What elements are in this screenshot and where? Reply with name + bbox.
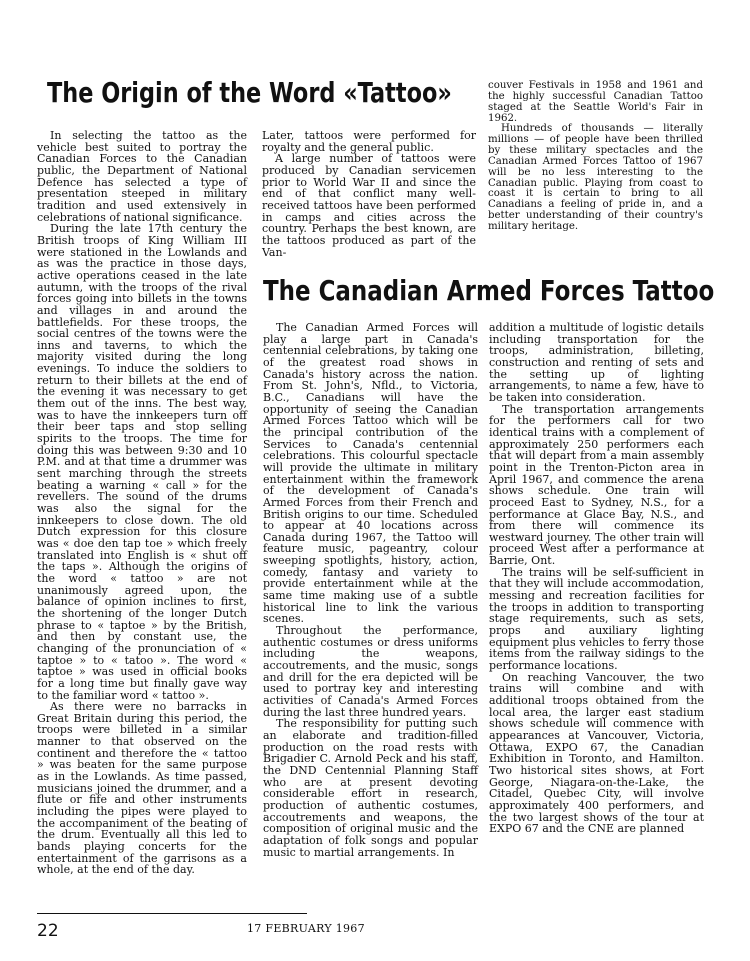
issue-date: 17 FEBRUARY 1967 bbox=[247, 922, 365, 935]
paragraph: During the late 17th century the British troops of King William III were stationed in the Lowlands and as was the practice in those days, active operations ceased in the late autumn, with the troops of the rival forces going into billets in the towns and villages in and around the battlefields. For these troops, the social centres of the towns were the inns and taverns, to which the majority visited during the long evenings. To induce the soldiers to return to their billets at the end of the evening it was necessary to get them out of the inns. The best way, was to have the innkeepers turn off their beer taps and stop selling spirits to the troops. The time for doing this was between 9:30 and 10 P.M. and at that time a drummer was sent marching through the streets beating a warning « call » for the revellers. The sound of the drums was also the signal for the innkeepers to close down. The old Dutch expression for this closure was « doe den tap toe » which freely translated into English is « shut off the taps ». Although the origins of the word « tattoo » are not unanimously agreed upon, the balance of opinion inclines to first, the shortening of the longer Dutch phrase to « taptoe » by the British, and then by constant use, the changing of the pronunciation of « taptoe » to « tatoo ». The word « taptoe » was used in official books for a long time but finally gave way to the familiar word « tattoo ». bbox=[37, 222, 247, 702]
paragraph: Hundreds of thousands — literally millions — of people have been thrilled by these military spectacles and the Canadian Armed Forces Tattoo of 1967 will be no less interesting to the Canadian public. Playing from coast to coast it is certain to bring to all Canadians a feeling of pride in, and a better understanding of their country's military heritage. bbox=[488, 123, 703, 232]
paragraph: The responsibility for putting such an elaborate and tradition-filled production on the road rests with Brigadier C. Arnold Peck and his staff, the DND Centennial Planning Staff who are at present devoting considerable effort in research, production of authentic costumes, accoutrements and weapons, the composition of original music and the adaptation of folk songs and popular music to martial arrangements. In bbox=[263, 717, 478, 859]
article1-column-3 bbox=[488, 81, 703, 233]
page-number: 22 bbox=[37, 921, 59, 941]
article-title-tattoo: The Canadian Armed Forces Tattoo bbox=[263, 274, 715, 307]
paragraph: The transportation arrangements for the performers call for two identical trains with a complement of approximately 250 performers each that will depart from a main assembly point in the Trenton-Picton area in April 1967, and commence the arena shows schedule. One train will proceed East to Sydney, N.S., for a performance at Glace Bay, N.S., and from there will commence its westward journey. The other train will proceed West after a performance at Barrie, Ont. bbox=[489, 402, 704, 568]
paragraph: Later, tattoos were performed for royalty and the general public. bbox=[262, 129, 476, 154]
footer-rule bbox=[37, 913, 307, 914]
article1-column-1 bbox=[37, 130, 247, 876]
paragraph: addition a multitude of logistic details including transportation for the troops, administration, billeting, construction and renting of sets and the setting up of lighting arrangements, to name a few, have to be taken into consideration. bbox=[489, 321, 704, 404]
paragraph: On reaching Vancouver, the two trains will combine and with additional troops obtained from the local area, the larger east stadium shows schedule will commence with appearances at Vancouver, Victoria, Ottawa, EXPO 67, the Canadian Exhibition in Toronto, and Hamilton. Two historical sites shows, at Fort George, Niagara-on-the-Lake, the Citadel, Quebec City, will involve approximately 400 performers, and the two largest shows of the tour at EXPO 67 and the CNE are planned bbox=[489, 670, 704, 836]
paragraph: Throughout the performance, authentic costumes or dress uniforms including the weapons, accoutrements, and the music, songs and drill for the era depicted will be used to portray key and interesting activities of Canada's Armed Forces during the last three hundred years. bbox=[263, 624, 478, 719]
paragraph: The trains will be self-sufficient in that they will include accommodation, messing and recreation facilities for the troops in addition to transporting stage requirements, such as sets, props and auxiliary lighting equipment plus vehicles to ferry those items from the railway sidings to the performance locations. bbox=[489, 565, 704, 673]
article1-column-2 bbox=[262, 130, 476, 258]
paragraph: In selecting the tattoo as the vehicle best suited to portray the Canadian Forces to the Canadian public, the Department of National Defence has selected a type of presentation steeped in military tradition and used extensively in celebrations of national significance. bbox=[37, 129, 247, 224]
article2-column-1 bbox=[263, 322, 478, 858]
paragraph: A large number of tattoos were produced by Canadian servicemen prior to World War II and since the end of that conflict many well-received tattoos have been performed in camps and cities across the country. Perhaps the best known, are the tattoos produced as part of the Van- bbox=[262, 152, 476, 259]
paragraph: As there were no barracks in Great Britain during this period, the troops were billeted in a similar manner to that observed on the continent and therefore the « tattoo » was beaten for the same purpose as in the Lowlands. As time passed, musicians joined the drummer, and a flute or fife and other instruments including the pipes were played to the accompaniment of the beating of the drum. Eventually all this led to bands playing concerts for the entertainment of the garrisons as a whole, at the end of the day. bbox=[37, 700, 247, 877]
article-title-origin: The Origin of the Word «Tattoo» bbox=[47, 76, 452, 109]
paragraph: The Canadian Armed Forces will play a large part in Canada's centennial celebrations, by taking one of the greatest road shows in Canada's history across the nation. From St. John's, Nfld., to Victoria, B.C., Canadians will have the opportunity of seeing the Canadian Armed Forces Tattoo which will be the principal contribution of the Services to Canada's centennial celebrations. This colourful spectacle will provide the ultimate in military entertainment within the framework of the development of Canada's Armed Forces from their French and British origins to our time. Scheduled to appear at 40 locations across Canada during 1967, the Tattoo will feature music, pageantry, colour sweeping spotlights, history, action, comedy, fantasy and variety to provide entertainment while at the same time making use of a subtle historical line to link the various scenes. bbox=[263, 321, 478, 626]
article2-column-2 bbox=[489, 322, 704, 835]
paragraph: couver Festivals in 1958 and 1961 and the highly successful Canadian Tattoo staged at the Seattle World's Fair in 1962. bbox=[488, 80, 703, 124]
